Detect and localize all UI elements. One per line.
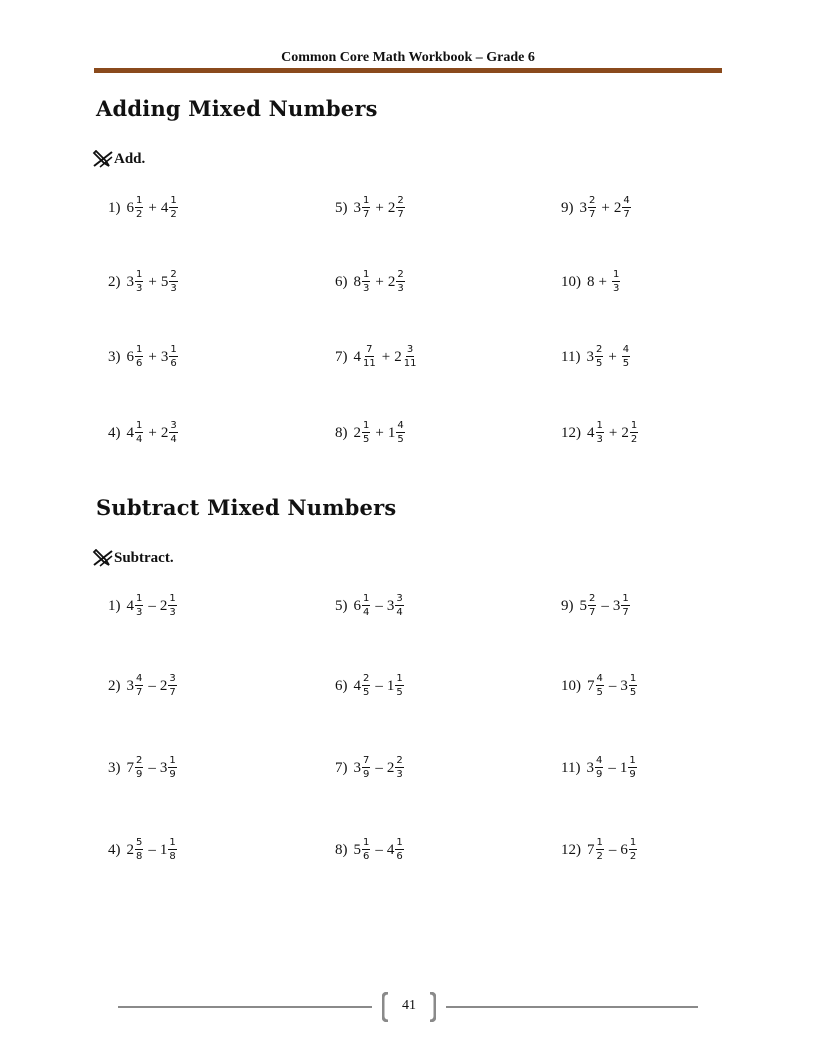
numerator: 4 (397, 420, 404, 431)
numerator: 1 (363, 420, 370, 431)
problem-number: 7) (335, 348, 348, 365)
fraction (362, 756, 370, 780)
problem-number: 8) (335, 841, 348, 858)
whole-number: 6 (353, 597, 361, 614)
numerator: 1 (136, 344, 143, 355)
numerator: 2 (589, 593, 596, 604)
numerator: 1 (136, 195, 143, 206)
numerator: 1 (169, 755, 176, 766)
fraction (135, 756, 143, 780)
denominator: 5 (595, 358, 603, 369)
fraction (362, 196, 370, 220)
whole-number: 5 (353, 841, 361, 858)
numerator: 1 (363, 837, 370, 848)
numerator: 1 (363, 269, 370, 280)
denominator: 2 (170, 209, 177, 220)
fraction (169, 421, 177, 445)
denominator: 5 (396, 687, 403, 698)
operator: – (148, 841, 156, 858)
instruction-add (92, 150, 145, 168)
whole-number: 4 (386, 841, 395, 858)
denominator: 7 (363, 209, 370, 220)
denominator: 3 (397, 283, 404, 294)
whole-number: 4 (587, 424, 595, 441)
footer-rule-right (446, 1006, 698, 1008)
fraction (169, 270, 177, 294)
problem-number: 9) (561, 597, 574, 614)
whole-number: 7 (587, 677, 595, 694)
problem-number: 11) (561, 348, 581, 365)
problem-item (561, 838, 638, 862)
fraction (596, 674, 604, 698)
whole-number: 2 (613, 199, 622, 216)
problem-number: 3) (108, 348, 121, 365)
fraction (612, 270, 620, 294)
denominator: 4 (363, 607, 370, 618)
operator: + (375, 199, 384, 216)
fraction (395, 756, 403, 780)
numerator: 3 (396, 593, 403, 604)
operator: + (148, 273, 157, 290)
problem-item (108, 594, 178, 618)
problem-item (335, 345, 418, 369)
page-number-box (382, 992, 436, 1022)
operator: – (601, 597, 609, 614)
problem-number: 4) (108, 841, 121, 858)
operator: – (375, 677, 383, 694)
denominator: 7 (623, 209, 630, 220)
fraction (396, 270, 404, 294)
whole-number: 2 (386, 759, 395, 776)
problem-item (561, 345, 631, 369)
operator: + (148, 424, 157, 441)
fraction (168, 674, 176, 698)
problem-item (561, 674, 638, 698)
whole-number: 3 (586, 348, 594, 365)
fraction (628, 756, 636, 780)
whole-number: 2 (126, 841, 134, 858)
numerator: 1 (136, 420, 143, 431)
whole-number: 2 (159, 677, 168, 694)
denominator: 8 (169, 851, 176, 862)
whole-number: 5 (579, 597, 587, 614)
whole-number: 7 (126, 759, 134, 776)
operator: – (608, 677, 617, 694)
whole-number: 6 (126, 348, 134, 365)
denominator: 6 (396, 851, 403, 862)
numerator: 1 (363, 593, 370, 604)
numerator: 7 (363, 755, 370, 766)
whole-number: 2 (621, 424, 629, 441)
denominator: 11 (363, 358, 376, 369)
whole-number: 3 (126, 273, 134, 290)
numerator: 1 (363, 195, 370, 206)
fraction (630, 421, 638, 445)
fraction (135, 674, 143, 698)
denominator: 6 (363, 851, 370, 862)
whole-number: 3 (612, 597, 621, 614)
operator: + (598, 273, 607, 290)
fraction (135, 345, 143, 369)
denominator: 2 (136, 209, 143, 220)
whole-number: 3 (586, 759, 594, 776)
problem-item (335, 674, 405, 698)
whole-number: 7 (587, 841, 595, 858)
numerator: 2 (397, 269, 404, 280)
operator: – (148, 759, 156, 776)
fraction (621, 594, 629, 618)
numerator: 3 (169, 673, 176, 684)
fraction (629, 838, 637, 862)
numerator: 1 (169, 593, 176, 604)
fraction (395, 838, 403, 862)
fraction (168, 594, 176, 618)
fraction (396, 421, 404, 445)
denominator: 7 (589, 209, 596, 220)
denominator: 8 (136, 851, 143, 862)
problem-number: 10) (561, 677, 581, 694)
denominator: 7 (589, 607, 596, 618)
numerator: 3 (406, 344, 414, 355)
whole-number: 8 (587, 273, 595, 290)
numerator: 3 (170, 420, 177, 431)
problem-number: 10) (561, 273, 581, 290)
fraction (362, 270, 370, 294)
problem-number: 5) (335, 597, 348, 614)
denominator: 3 (136, 283, 143, 294)
fraction (168, 838, 176, 862)
operator: – (148, 597, 156, 614)
problem-item (335, 838, 405, 862)
problem-item (108, 674, 178, 698)
instruction-label: Add. (114, 150, 146, 167)
problem-number: 12) (561, 841, 581, 858)
whole-number: 3 (126, 677, 134, 694)
problem-item (561, 270, 621, 294)
fraction (403, 345, 418, 369)
numerator: 2 (136, 755, 143, 766)
whole-number: 3 (386, 597, 395, 614)
workbook-header-title: Common Core Math Workbook – Grade 6 (281, 50, 535, 65)
problem-number: 1) (108, 597, 121, 614)
denominator: 9 (595, 769, 603, 780)
denominator: 9 (136, 769, 143, 780)
denominator: 3 (363, 283, 370, 294)
footer-rule-left (118, 1006, 372, 1008)
operator: + (381, 348, 391, 365)
whole-number: 2 (394, 348, 402, 365)
whole-number: 2 (387, 199, 396, 216)
denominator: 3 (170, 283, 177, 294)
whole-number: 3 (353, 759, 361, 776)
denominator: 6 (136, 358, 143, 369)
whole-number: 1 (386, 677, 395, 694)
problem-number: 6) (335, 273, 348, 290)
operator: – (375, 597, 383, 614)
numerator: 1 (136, 269, 143, 280)
numerator: 1 (170, 195, 177, 206)
problem-item (335, 196, 406, 220)
problem-item (108, 196, 179, 220)
whole-number: 2 (159, 597, 168, 614)
numerator: 4 (623, 195, 630, 206)
whole-number: 3 (160, 348, 169, 365)
numerator: 1 (136, 593, 143, 604)
fraction (362, 674, 370, 698)
whole-number: 3 (579, 199, 587, 216)
denominator: 3 (596, 434, 603, 445)
denominator: 3 (612, 283, 620, 294)
denominator: 7 (622, 607, 629, 618)
whole-number: 4 (126, 424, 134, 441)
problem-item (335, 421, 406, 445)
numerator: 1 (396, 673, 403, 684)
fraction (168, 756, 176, 780)
problem-number: 4) (108, 424, 121, 441)
page-number: 41 (402, 998, 416, 1013)
problem-number: 8) (335, 424, 348, 441)
denominator: 3 (136, 607, 143, 618)
fraction (169, 345, 177, 369)
fraction (135, 421, 143, 445)
section-title-adding: Adding Mixed Numbers (96, 96, 378, 121)
operator: – (375, 759, 383, 776)
operator: + (608, 424, 618, 441)
fraction (135, 594, 143, 618)
fraction (595, 345, 603, 369)
problem-item (561, 421, 639, 445)
instruction-label: Subtract. (114, 549, 174, 566)
operator: – (608, 759, 616, 776)
whole-number: 3 (620, 677, 628, 694)
denominator: 7 (136, 687, 143, 698)
whole-number: 1 (159, 841, 168, 858)
denominator: 4 (170, 434, 177, 445)
fraction (362, 594, 370, 618)
fraction (596, 838, 604, 862)
fraction (135, 270, 143, 294)
denominator: 5 (363, 434, 370, 445)
numerator: 1 (629, 837, 637, 848)
problem-item (335, 594, 405, 618)
problem-item (561, 196, 632, 220)
denominator: 2 (596, 851, 603, 862)
denominator: 7 (169, 687, 176, 698)
problem-number: 1) (108, 199, 121, 216)
numerator: 1 (622, 593, 629, 604)
numerator: 2 (595, 344, 603, 355)
whole-number: 1 (387, 424, 396, 441)
problem-number: 2) (108, 273, 121, 290)
problem-item (561, 594, 631, 618)
problem-item (108, 756, 178, 780)
numerator: 4 (595, 755, 603, 766)
fraction (396, 196, 404, 220)
problem-item (108, 838, 178, 862)
fraction (135, 838, 143, 862)
numerator: 2 (170, 269, 177, 280)
numerator: 2 (397, 195, 404, 206)
fraction (622, 345, 630, 369)
numerator: 5 (136, 837, 143, 848)
numerator: 1 (630, 420, 638, 431)
problem-number: 11) (561, 759, 581, 776)
pencil-icon (92, 150, 114, 168)
fraction (135, 196, 143, 220)
fraction (588, 196, 596, 220)
problem-item (108, 345, 179, 369)
denominator: 2 (629, 851, 637, 862)
numerator: 4 (622, 344, 630, 355)
operator: + (375, 424, 384, 441)
numerator: 2 (363, 673, 370, 684)
problem-number: 3) (108, 759, 121, 776)
whole-number: 1 (619, 759, 628, 776)
problem-number: 7) (335, 759, 348, 776)
operator: + (601, 199, 610, 216)
numerator: 2 (589, 195, 596, 206)
whole-number: 8 (353, 273, 361, 290)
section-title-subtract: Subtract Mixed Numbers (96, 495, 397, 520)
fraction (629, 674, 637, 698)
whole-number: 4 (353, 348, 361, 365)
operator: + (608, 348, 617, 365)
numerator: 4 (136, 673, 143, 684)
fraction (622, 196, 630, 220)
whole-number: 4 (160, 199, 169, 216)
numerator: 2 (396, 755, 403, 766)
numerator: 1 (596, 420, 603, 431)
problem-number: 2) (108, 677, 121, 694)
fraction (169, 196, 177, 220)
problem-item (335, 270, 406, 294)
fraction (362, 345, 377, 369)
whole-number: 6 (620, 841, 628, 858)
header-divider (94, 68, 722, 73)
denominator: 5 (397, 434, 404, 445)
denominator: 3 (169, 607, 176, 618)
numerator: 1 (170, 344, 177, 355)
numerator: 7 (366, 344, 373, 355)
denominator: 7 (397, 209, 404, 220)
numerator: 1 (629, 755, 636, 766)
operator: – (148, 677, 156, 694)
operator: + (148, 199, 157, 216)
denominator: 6 (170, 358, 177, 369)
denominator: 5 (622, 358, 630, 369)
denominator: 11 (403, 358, 417, 369)
operator: – (608, 841, 617, 858)
numerator: 4 (596, 673, 603, 684)
numerator: 1 (169, 837, 176, 848)
fraction (395, 594, 403, 618)
whole-number: 2 (353, 424, 361, 441)
problem-number: 12) (561, 424, 581, 441)
problem-item (108, 270, 179, 294)
problem-number: 6) (335, 677, 348, 694)
fraction (595, 756, 603, 780)
problem-item (108, 421, 179, 445)
numerator: 1 (396, 837, 403, 848)
problem-item (335, 756, 405, 780)
problem-number: 5) (335, 199, 348, 216)
fraction (362, 838, 370, 862)
operator: + (375, 273, 384, 290)
denominator: 9 (629, 769, 636, 780)
whole-number: 3 (353, 199, 361, 216)
operator: – (375, 841, 383, 858)
fraction (596, 421, 604, 445)
denominator: 9 (169, 769, 176, 780)
denominator: 5 (629, 687, 637, 698)
fraction (395, 674, 403, 698)
whole-number: 2 (160, 424, 169, 441)
numerator: 1 (596, 837, 603, 848)
denominator: 3 (396, 769, 403, 780)
whole-number: 5 (160, 273, 169, 290)
denominator: 5 (363, 687, 370, 698)
whole-number: 3 (159, 759, 168, 776)
whole-number: 2 (387, 273, 396, 290)
instruction-subtract (92, 549, 174, 567)
denominator: 5 (596, 687, 603, 698)
whole-number: 6 (126, 199, 134, 216)
numerator: 1 (612, 269, 620, 280)
whole-number: 4 (126, 597, 134, 614)
denominator: 4 (136, 434, 143, 445)
denominator: 4 (396, 607, 403, 618)
operator: + (148, 348, 157, 365)
fraction (588, 594, 596, 618)
fraction (362, 421, 370, 445)
denominator: 9 (363, 769, 370, 780)
problem-item (561, 756, 638, 780)
denominator: 2 (630, 434, 638, 445)
problem-number: 9) (561, 199, 574, 216)
numerator: 1 (629, 673, 637, 684)
whole-number: 4 (353, 677, 361, 694)
pencil-icon (92, 549, 114, 567)
